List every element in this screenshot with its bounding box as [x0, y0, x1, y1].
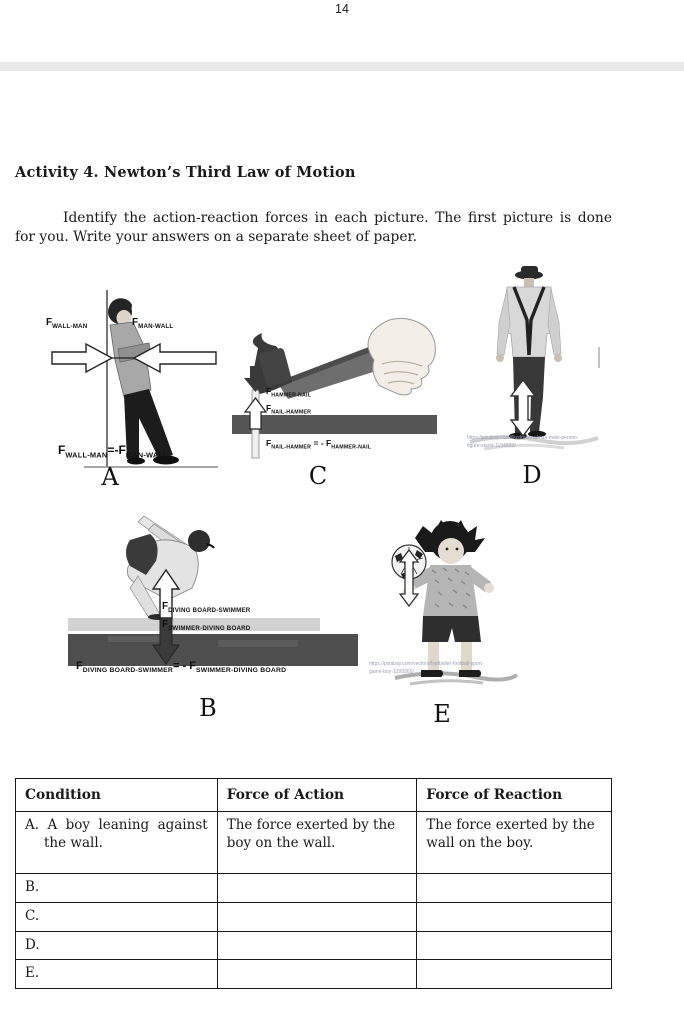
table-header-row	[16, 779, 612, 812]
force-label-nail-hammer	[266, 403, 311, 416]
reaction-cell	[417, 902, 612, 931]
condition-cell: E.	[16, 960, 218, 989]
reaction-cell: The force exerted by the wall on the boy.	[417, 812, 612, 874]
force-symbol: F	[266, 438, 272, 448]
page-number: 14	[335, 2, 349, 16]
action-cell	[217, 902, 417, 931]
force-subscript: SWIMMER-DIVING BOARD	[195, 667, 287, 675]
force-subscript: WALL-MAN	[65, 450, 108, 460]
figure-d-letter: D	[522, 461, 542, 489]
figure-c	[232, 302, 437, 497]
image-credit-e	[369, 660, 483, 676]
table-row	[16, 931, 612, 960]
action-cell	[217, 874, 417, 903]
force-symbol: F	[266, 403, 272, 413]
equals-sign: =-	[107, 443, 119, 457]
credit-line: https://pixabay.com/vectors/footballer-football-sport-	[369, 661, 484, 667]
formula-c	[266, 438, 371, 451]
condition-cell: D.	[16, 931, 218, 960]
reaction-cell	[417, 931, 612, 960]
header-condition: Condition	[16, 779, 218, 812]
hand	[368, 318, 435, 394]
force-symbol: F	[326, 438, 332, 448]
force-label-hammer-nail	[266, 386, 311, 399]
figure-b-letter: B	[199, 694, 217, 722]
force-symbol: F	[58, 443, 66, 457]
force-label-swimmer-board	[162, 619, 250, 632]
header-force-of-reaction: Force of Reaction	[417, 779, 612, 812]
force-label-man-wall	[132, 317, 173, 330]
action-cell	[217, 931, 417, 960]
boy-with-ball-illustration	[365, 520, 535, 727]
reaction-cell	[417, 874, 612, 903]
page-divider-band	[0, 62, 684, 71]
force-subscript: MAN-WALL	[125, 450, 168, 460]
figure-c-letter: C	[308, 462, 328, 490]
figure-a	[40, 272, 220, 497]
force-subscript: NAIL-HAMMER	[271, 409, 312, 416]
action-cell	[217, 960, 417, 989]
force-symbol: F	[76, 660, 83, 672]
action-cell: The force exerted by the boy on the wall.	[217, 812, 417, 874]
force-symbol: F	[118, 443, 126, 457]
answers-table	[15, 778, 612, 989]
force-subscript: HAMMER-NAIL	[271, 392, 312, 399]
force-symbol: F	[266, 386, 272, 396]
formula-b	[76, 660, 286, 674]
force-label-wall-man	[46, 317, 87, 330]
credit-line: game-boy-1299365/	[369, 669, 414, 675]
condition-cell: B.	[16, 874, 218, 903]
force-subscript: DIVING BOARD-SWIMMER	[82, 667, 174, 675]
table-row	[16, 960, 612, 989]
formula-a	[58, 443, 168, 459]
condition-cell: C.	[16, 902, 218, 931]
equals-sign: = -	[311, 438, 327, 448]
force-subscript: SWIMMER-DIVING BOARD	[168, 625, 251, 632]
instructions-paragraph: Identify the action-reaction forces in each picture. The first picture is done for you. Write your answers on a separate sheet of paper.	[15, 210, 612, 246]
condition-cell: A. A boy leaning against the wall.	[25, 817, 208, 851]
image-credit-d	[467, 434, 578, 450]
force-symbol: F	[46, 317, 53, 328]
table-row	[16, 812, 612, 874]
force-symbol: F	[162, 601, 169, 612]
credit-line: https://pixabay.com/illustrations/man-male-person-	[467, 435, 579, 441]
force-symbol: F	[189, 660, 196, 672]
header-force-of-action: Force of Action	[217, 779, 417, 812]
force-label-board-swimmer	[162, 601, 250, 614]
activity-title: Activity 4. Newton’s Third Law of Motion	[15, 164, 356, 181]
man-figure	[496, 266, 562, 439]
table-row	[16, 874, 612, 903]
figure-b	[68, 512, 358, 727]
figure-d	[462, 262, 617, 497]
force-symbol: F	[132, 317, 139, 328]
table-row	[16, 902, 612, 931]
figure-a-letter: A	[101, 463, 119, 491]
figure-e-letter: E	[433, 700, 451, 728]
force-subscript: MAN-WALL	[138, 323, 174, 330]
figure-e	[365, 520, 535, 727]
force-subscript: HAMMER-NAIL	[331, 444, 372, 451]
reaction-cell	[417, 960, 612, 989]
credit-line: figure-stand-1134892/	[467, 443, 516, 449]
force-symbol: F	[162, 619, 169, 630]
force-subscript: DIVING BOARD-SWIMMER	[168, 607, 251, 614]
force-subscript: WALL-MAN	[52, 323, 88, 330]
wood-board	[232, 415, 437, 434]
equals-sign: = -	[173, 660, 190, 672]
force-subscript: NAIL-HAMMER	[271, 444, 312, 451]
